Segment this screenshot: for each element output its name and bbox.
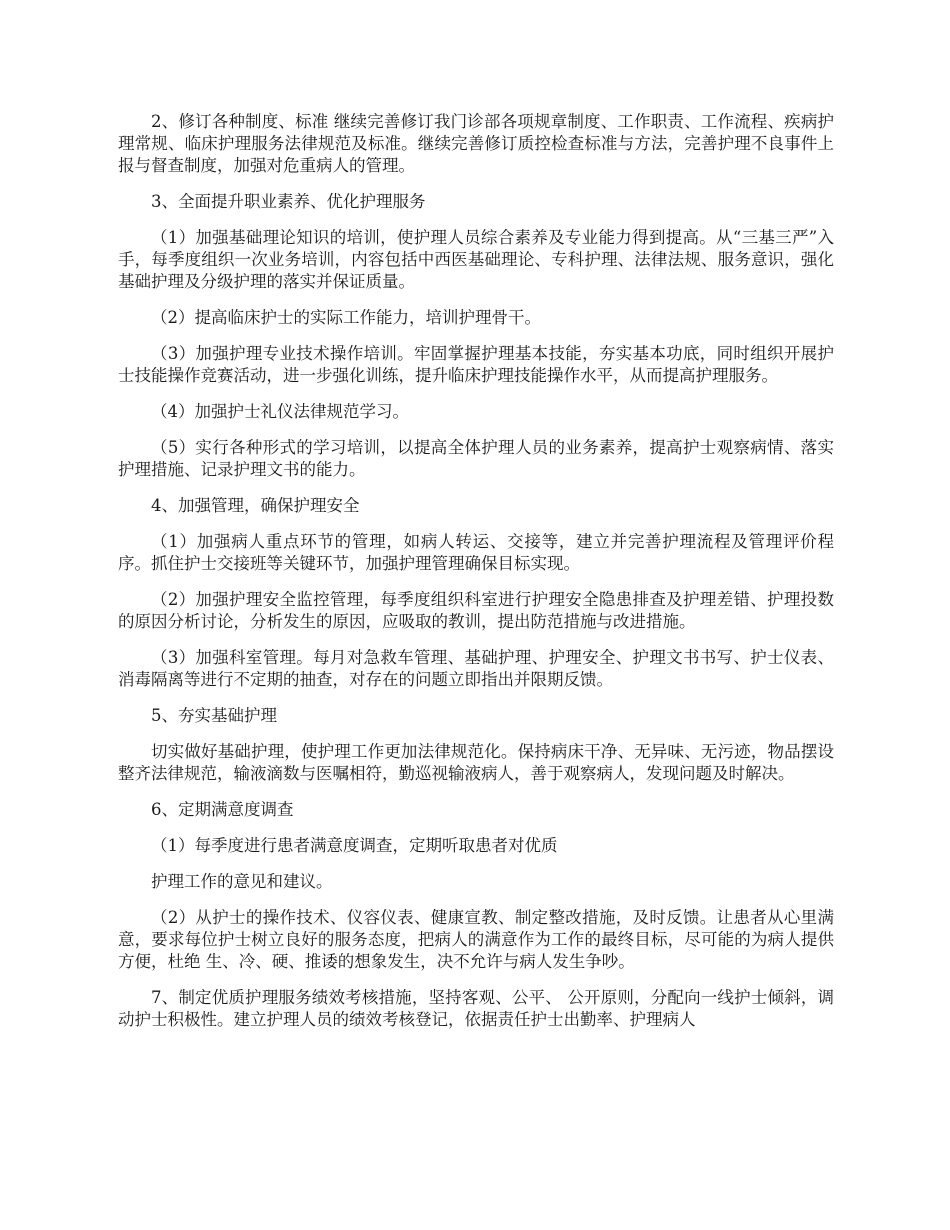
heading-4-safety-management: 4、加强管理，确保护理安全 bbox=[151, 496, 360, 515]
heading-3-professional-quality: 3、全面提升职业素养、优化护理服务 bbox=[151, 192, 426, 211]
paragraph-7-performance-assessment: 7、制定优质护理服务绩效考核措施，坚持客观、公平、 公开原则，分配向一线护士倾斜，调动护士积极性。建立护理人员的绩效考核登记，依据责任护士出勤率、护理病人 bbox=[118, 988, 834, 1029]
paragraph-3-3-skill-training: （3）加强护理专业技术操作培训。牢固掌握护理基本技能，夯实基本功底，同时组织开展护士技能操作竞赛活动，进一步强化训练，提升临床护理技能操作水平，从而提高护理服务。 bbox=[118, 344, 834, 385]
paragraph-5-basic-nursing-detail: 切实做好基础护理，使护理工作更加法律规范化。保持病床干净、无异味、无污迹，物品摆设整齐法律规范，输液滴数与医嘱相符，勤巡视输液病人，善于观察病人，发现问题及时解决。 bbox=[118, 742, 834, 783]
document-body bbox=[118, 111, 834, 1045]
paragraph-6-1-quarterly-survey: （1）每季度进行患者满意度调查，定期听取患者对优质 bbox=[151, 836, 558, 855]
paragraph-6-2-feedback: （2）从护士的操作技术、仪容仪表、健康宣教、制定整改措施，及时反馈。让患者从心里满意，要求每位护士树立良好的服务态度，把病人的满意作为工作的最终目标，尽可能的为病人提供方便，杜绝 生、冷、硬、推诿的想象发生，决不允许与病人发生争吵。 bbox=[118, 908, 834, 971]
paragraph-4-3-department-management: （3）加强科室管理。每月对急救车管理、基础护理、护理安全、护理文书书写、护士仪表、消毒隔离等进行不定期的抽查，对存在的问题立即指出并限期反馈。 bbox=[118, 648, 834, 689]
paragraph-3-1-basic-theory-training: （1）加强基础理论知识的培训，使护理人员综合素养及专业能力得到提高。从“三基三严”入手，每季度组织一次业务培训，内容包括中西医基础理论、专科护理、法律法规、服务意识，强化基础护理及分级护理的落实并保证质量。 bbox=[118, 228, 834, 291]
heading-5-basic-nursing: 5、夯实基础护理 bbox=[151, 706, 277, 725]
paragraph-4-1-key-links: （1）加强病人重点环节的管理，如病人转运、交接等，建立并完善护理流程及管理评价程序。抓住护士交接班等关键环节，加强护理管理确保目标实现。 bbox=[118, 532, 834, 573]
heading-6-satisfaction-survey: 6、定期满意度调查 bbox=[151, 800, 294, 819]
paragraph-3-2-clinical-ability: （2）提高临床护士的实际工作能力，培训护理骨干。 bbox=[151, 308, 541, 327]
paragraph-4-2-safety-monitoring: （2）加强护理安全监控管理，每季度组织科室进行护理安全隐患排查及护理差错、护理投数的原因分析讨论，分析发生的原因，应吸取的教训，提出防范措施与改进措施。 bbox=[118, 590, 834, 631]
paragraph-3-4-etiquette: （4）加强护士礼仪法律规范学习。 bbox=[151, 402, 409, 421]
paragraph-3-5-various-training: （5）实行各种形式的学习培训，以提高全体护理人员的业务素养，提高护士观察病情、落实护理措施、记录护理文书的能力。 bbox=[118, 438, 834, 479]
paragraph-6-1-continued: 护理工作的意见和建议。 bbox=[151, 872, 333, 891]
paragraph-2-revise-systems: 2、修订各种制度、标准 继续完善修订我门诊部各项规章制度、工作职责、工作流程、疾病护理常规、临床护理服务法律规范及标准。继续完善修订质控检查标准与方法，完善护理不良事件上报与督查制度，加强对危重病人的管理。 bbox=[118, 112, 834, 175]
